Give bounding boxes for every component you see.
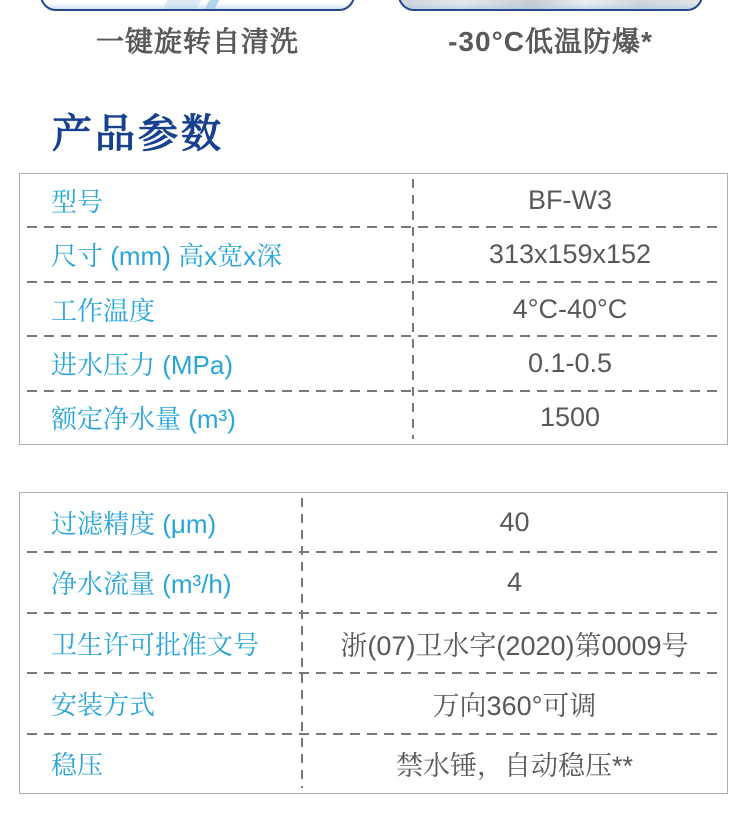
row-label: 尺寸 (mm) 高x宽x深 xyxy=(51,241,283,272)
row-value: 浙(07)卫水字(2020)第0009号 xyxy=(340,630,689,661)
table-row-flow-rate xyxy=(20,553,727,611)
row-label: 净水流量 (m³/h) xyxy=(51,569,232,600)
spec-table-primary xyxy=(19,173,728,445)
card-inner-glow xyxy=(42,3,353,9)
row-label: 工作温度 xyxy=(51,295,156,326)
card-inner-glow xyxy=(400,3,701,9)
row-label: 型号 xyxy=(51,186,104,217)
table-row-hygiene-license xyxy=(20,614,727,672)
section-title: 产品参数 xyxy=(52,112,224,156)
row-label: 过滤精度 (μm) xyxy=(51,508,217,539)
row-value: 0.1-0.5 xyxy=(527,347,613,378)
feature-image-self-clean xyxy=(40,0,355,11)
row-value: 万向360°可调 xyxy=(432,690,597,721)
row-label: 安装方式 xyxy=(51,689,156,720)
row-label: 额定净水量 (m³) xyxy=(51,404,236,435)
table-row-model xyxy=(20,174,727,226)
row-value: 4 xyxy=(506,567,523,598)
spec-table-secondary xyxy=(19,492,728,794)
table-row-installation xyxy=(20,674,727,732)
table-row-filtration-precision xyxy=(20,493,727,551)
row-value: 1500 xyxy=(539,402,601,433)
row-value: 禁水锤，自动稳压** xyxy=(395,751,633,782)
row-value: 4°C-40°C xyxy=(512,293,628,324)
table-row-working-temperature xyxy=(20,283,727,335)
row-value: BF-W3 xyxy=(528,184,612,215)
row-label: 卫生许可批准文号 xyxy=(51,629,260,660)
table-row-inlet-pressure xyxy=(20,337,727,389)
feature-caption-self-clean: 一键旋转自清洗 xyxy=(95,26,299,57)
feature-image-frost-proof xyxy=(398,0,703,11)
table-row-dimensions xyxy=(20,228,727,280)
row-label: 进水压力 (MPa) xyxy=(51,349,234,380)
row-value: 313x159x152 xyxy=(488,239,652,270)
feature-caption-frost-proof: -30°C低温防爆* xyxy=(448,26,653,57)
table-row-pressure-stabilization xyxy=(20,735,727,793)
row-label: 稳压 xyxy=(51,750,104,781)
table-row-rated-capacity xyxy=(20,392,727,444)
row-value: 40 xyxy=(499,506,530,537)
